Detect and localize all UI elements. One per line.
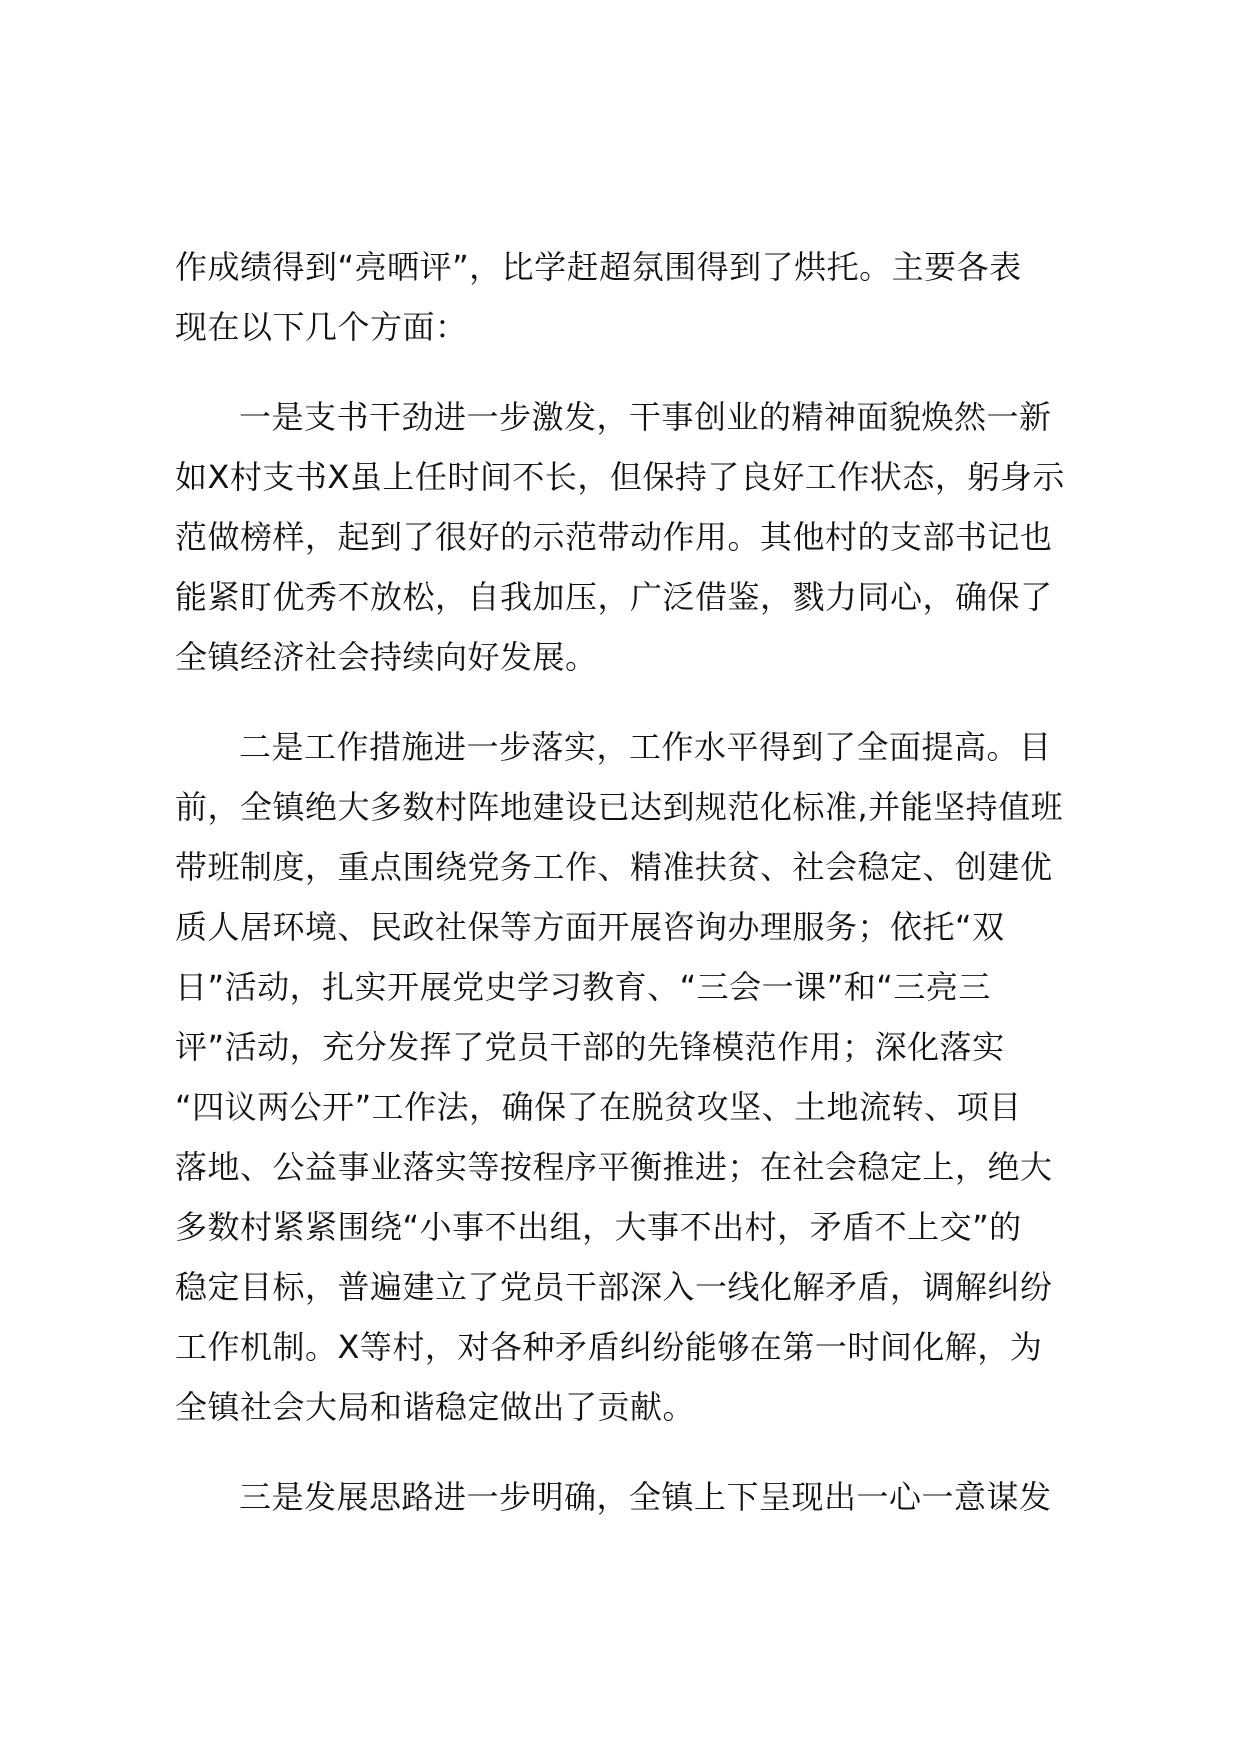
- text-line: 如X村支书X虽上任时间不长，但保持了良好工作状态，躬身示: [175, 458, 1065, 496]
- text-line: 评”活动，充分发挥了党员干部的先锋模范作用；深化落实: [175, 1028, 1005, 1066]
- text-line: 一是支书干劲进一步激发，干事创业的精神面貌焕然一新: [239, 398, 1052, 436]
- text-line: 全镇经济社会持续向好发展。: [175, 638, 598, 676]
- text-line: 多数村紧紧围绕“小事不出组，大事不出村，矛盾不上交”的: [175, 1208, 1022, 1246]
- text-line: 二是工作措施进一步落实，工作水平得到了全面提高。目: [239, 728, 1052, 766]
- paragraph-first-point: [175, 387, 1110, 687]
- text-line: 稳定目标，普遍建立了党员干部深入一线化解矛盾，调解纠纷: [175, 1268, 1053, 1306]
- text-line: 作成绩得到“亮晒评”，比学赶超氛围得到了烘托。主要各表: [175, 248, 1022, 286]
- paragraph-intro: [175, 237, 1110, 357]
- text-line: 日”活动，扎实开展党史学习教育、“三会一课”和“三亮三: [175, 968, 991, 1006]
- text-line: 质人居环境、民政社保等方面开展咨询办理服务；依托“双: [175, 908, 1005, 946]
- text-line: 能紧盯优秀不放松，自我加压，广泛借鉴，戮力同心，确保了: [175, 578, 1053, 616]
- paragraph-second-point: [175, 717, 1110, 1437]
- text-line: 现在以下几个方面：: [175, 308, 468, 346]
- text-line: 全镇社会大局和谐稳定做出了贡献。: [175, 1388, 696, 1426]
- document-body: [175, 237, 1110, 1527]
- paragraph-third-point: [175, 1467, 1110, 1527]
- text-line: 落地、公益事业落实等按程序平衡推进；在社会稳定上，绝大: [175, 1148, 1053, 1186]
- text-line: 范做榜样，起到了很好的示范带动作用。其他村的支部书记也: [175, 518, 1053, 556]
- text-line: “四议两公开”工作法，确保了在脱贫攻坚、土地流转、项目: [175, 1088, 1022, 1126]
- text-line: 带班制度，重点围绕党务工作、精准扶贫、社会稳定、创建优: [175, 848, 1053, 886]
- text-line: 前，全镇绝大多数村阵地建设已达到规范化标准,并能坚持值班: [175, 788, 1064, 826]
- text-line: 三是发展思路进一步明确，全镇上下呈现出一心一意谋发: [239, 1478, 1052, 1516]
- text-line: 工作机制。X等村，对各种矛盾纠纷能够在第一时间化解，为: [175, 1328, 1043, 1366]
